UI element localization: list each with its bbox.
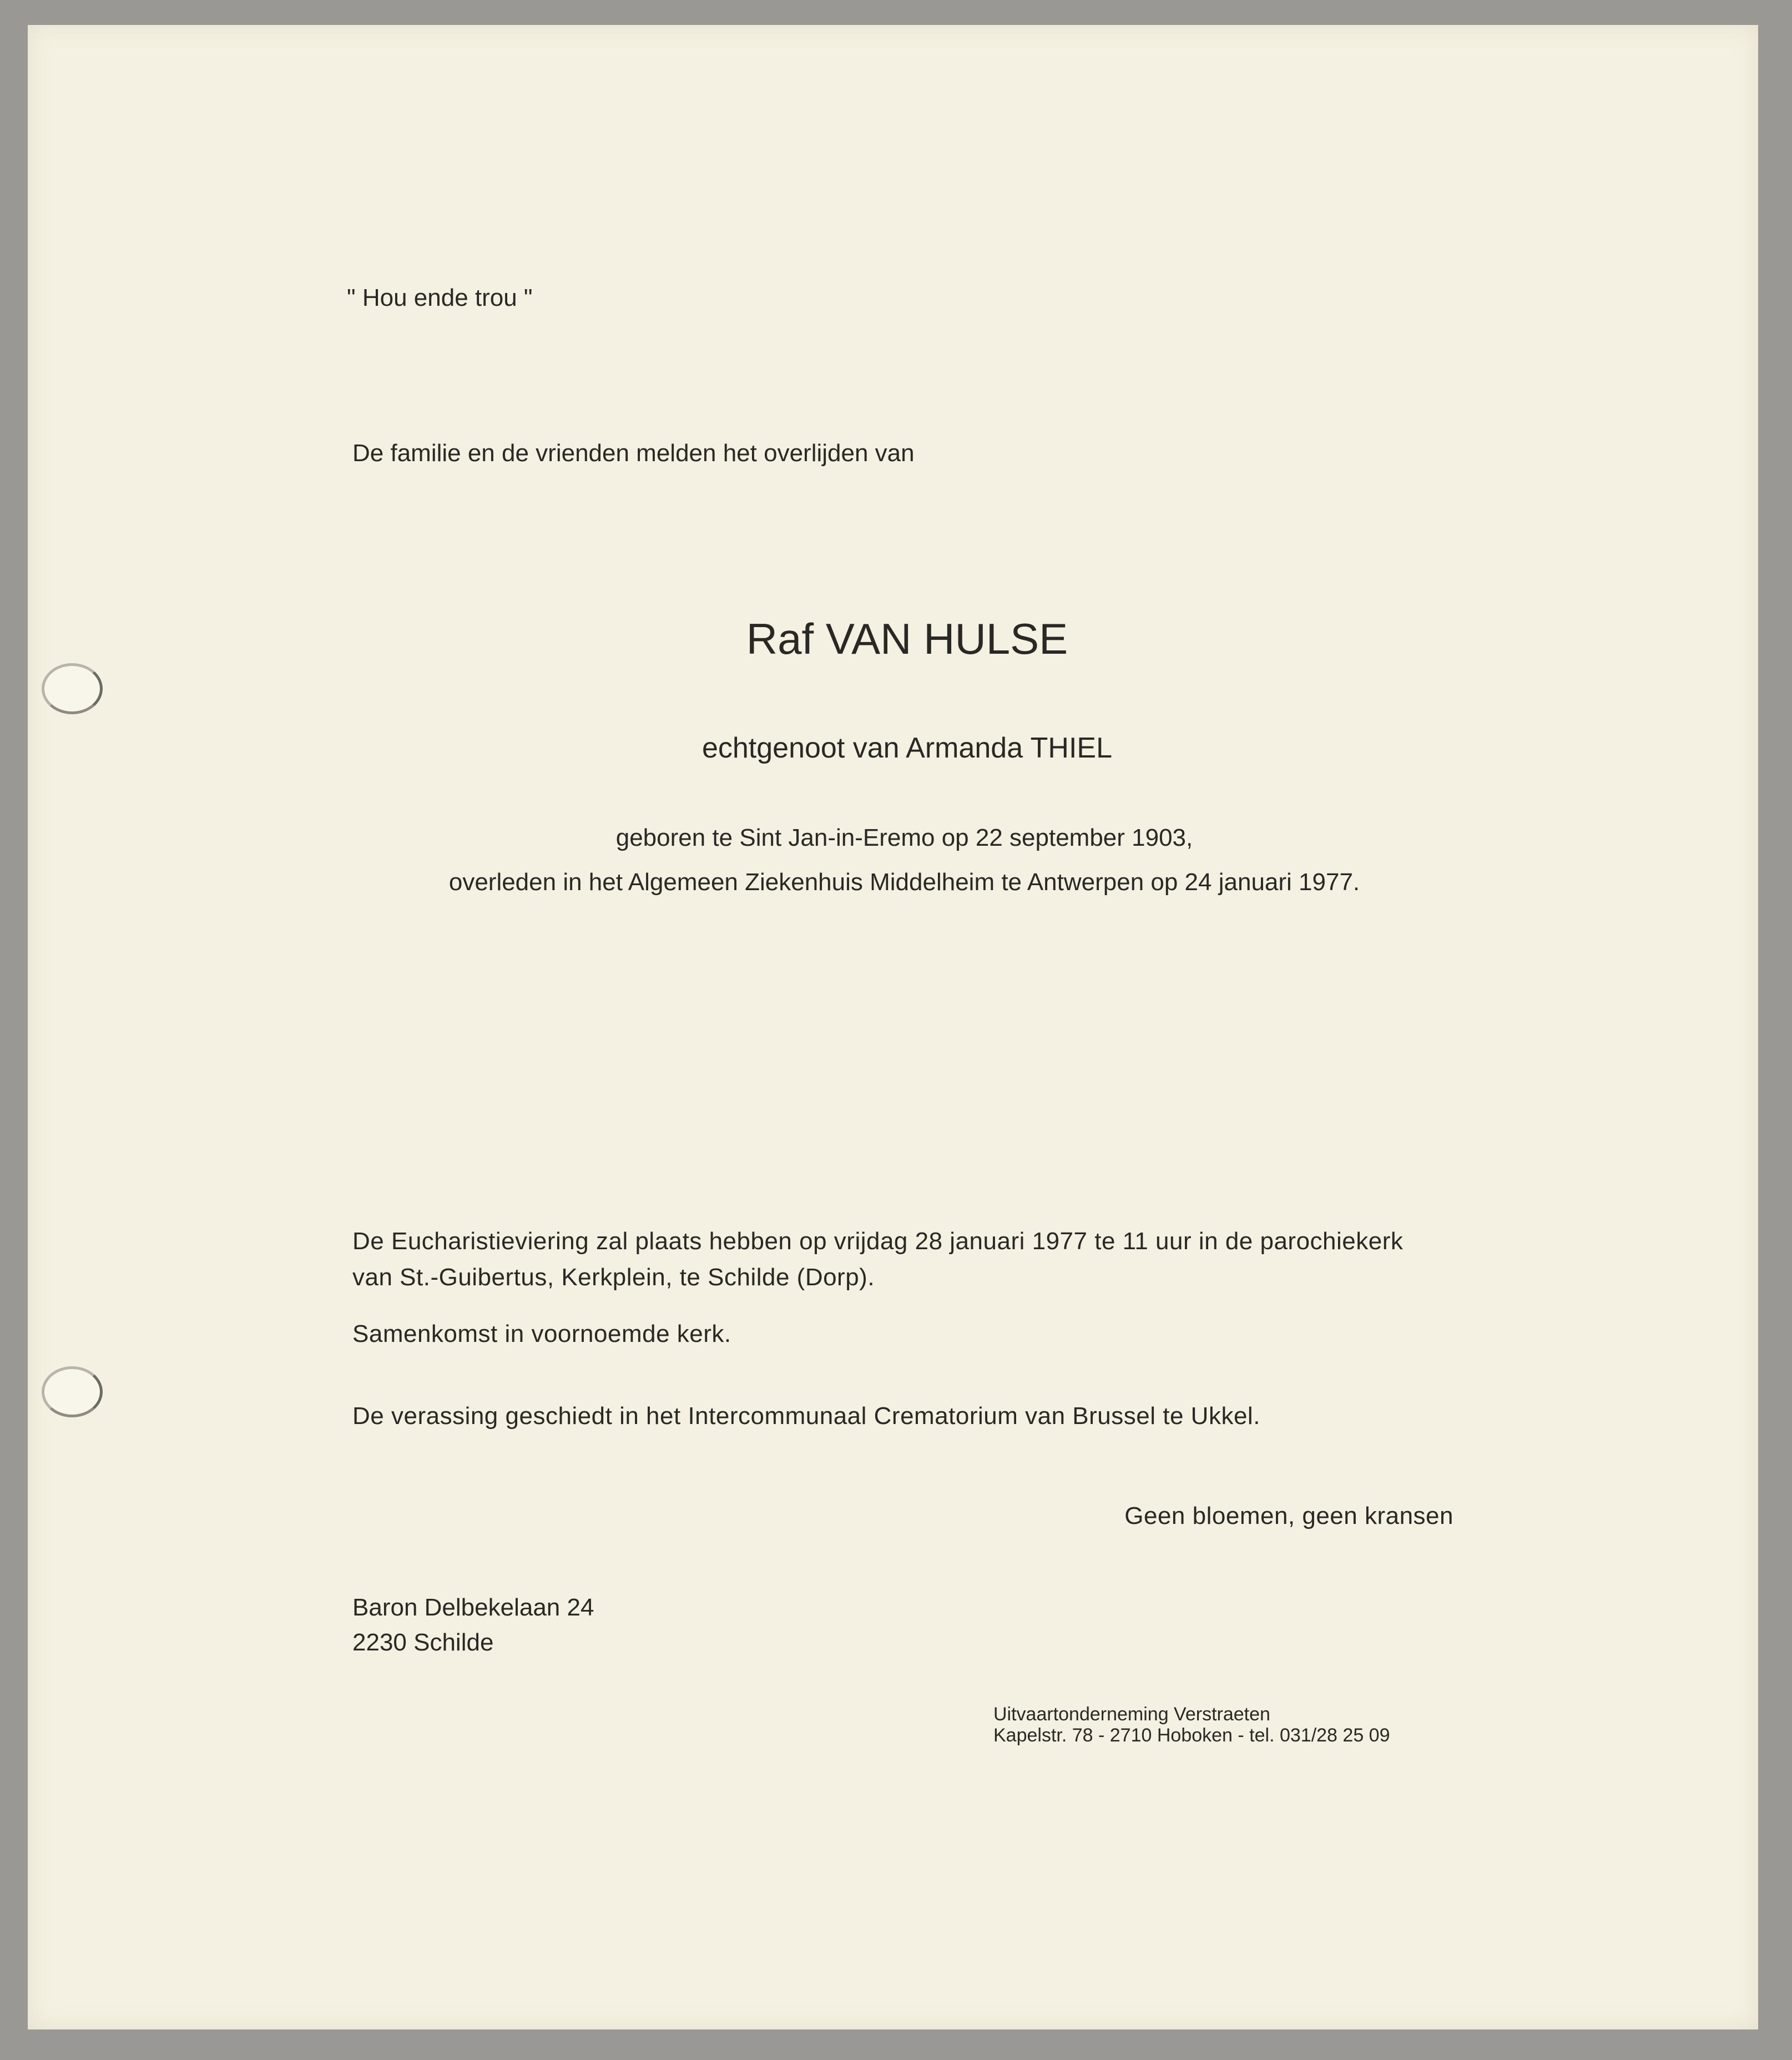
birth-line: geboren te Sint Jan-in-Eremo op 22 september 1903, — [615, 824, 1193, 851]
undertaker-line-2: Kapelstr. 78 - 2710 Hoboken - tel. 031/28 25 09 — [993, 1725, 1390, 1746]
announcement-intro: De familie en de vrienden melden het overlijden van — [352, 440, 915, 467]
spouse-line: echtgenoot van Armanda THIEL — [701, 732, 1113, 764]
gathering-line: Samenkomst in voornoemde kerk. — [352, 1320, 731, 1347]
punch-hole-top — [42, 663, 103, 714]
deceased-name: Raf VAN HULSE — [746, 614, 1068, 663]
mass-line-2: van St.-Guibertus, Kerkplein, te Schilde (Dorp). — [352, 1264, 875, 1291]
memorial-card — [28, 25, 1758, 2029]
address-line-2: 2230 Schilde — [352, 1629, 494, 1656]
death-line: overleden in het Algemeen Ziekenhuis Middelheim te Antwerpen op 24 januari 1977. — [448, 869, 1360, 896]
undertaker-line-1: Uitvaartonderneming Verstraeten — [993, 1704, 1270, 1725]
motto: " Hou ende trou " — [347, 284, 533, 311]
address-line-1: Baron Delbekelaan 24 — [352, 1594, 594, 1621]
cremation-line: De verassing geschiedt in het Intercommunaal Crematorium van Brussel te Ukkel. — [352, 1402, 1260, 1430]
mass-line-1: De Eucharistieviering zal plaats hebben op vrijdag 28 januari 1977 te 11 uur in de parochiekerk — [352, 1228, 1404, 1255]
punch-hole-bottom — [42, 1366, 103, 1417]
no-flowers-line: Geen bloemen, geen kransen — [1124, 1502, 1453, 1529]
